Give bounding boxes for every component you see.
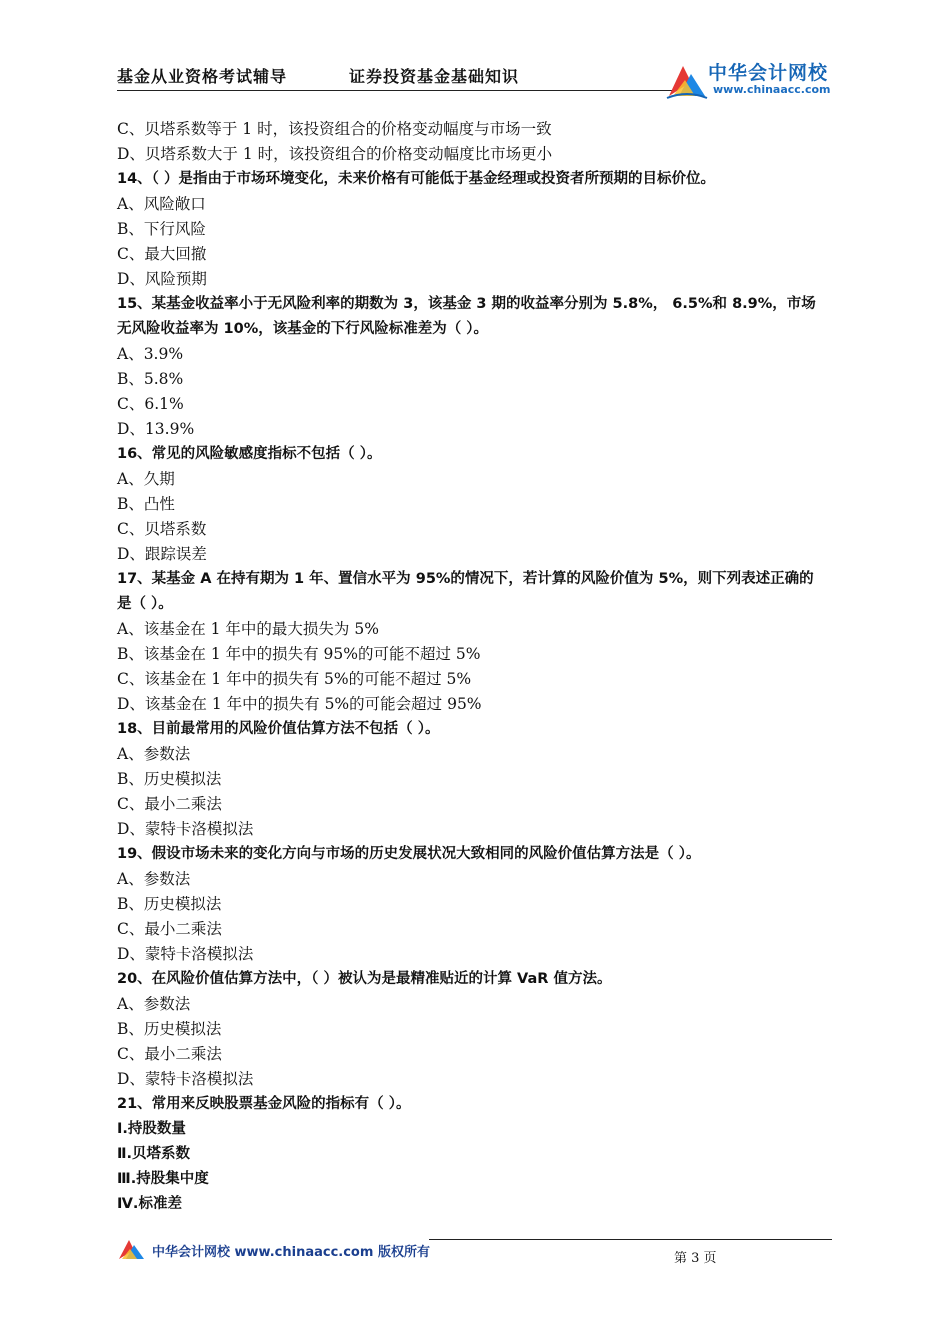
page-footer (117, 1233, 837, 1273)
answer-option: C、最小二乘法 (117, 920, 222, 938)
question-line: 无风险收益率为 10%，该基金的下行风险标准差为（ ）。 (117, 321, 489, 337)
answer-option: D、蒙特卡洛模拟法 (117, 945, 254, 963)
footer-divider (429, 1239, 832, 1240)
answer-option: B、5.8% (117, 370, 184, 388)
exam-guide-title: 基金从业资格考试辅导 (117, 67, 288, 86)
question-line: 21、常用来反映股票基金风险的指标有（ ）。 (117, 1096, 411, 1112)
answer-option: A、风险敞口 (117, 195, 206, 213)
answer-option: A、参数法 (117, 745, 191, 763)
question-list (117, 117, 839, 1217)
answer-option: A、参数法 (117, 995, 191, 1013)
answer-option: A、久期 (117, 470, 175, 488)
answer-option: A、参数法 (117, 870, 191, 888)
answer-option: C、最小二乘法 (117, 795, 222, 813)
page-header (117, 56, 837, 104)
answer-option: D、该基金在 1 年中的损失有 5%的可能会超过 95% (117, 695, 482, 713)
footer-copyright: 中华会计网校 www.chinaacc.com 版权所有 (152, 1245, 430, 1260)
header-divider (117, 90, 677, 91)
question-line: 15、某基金收益率小于无风险利率的期数为 3，该基金 3 期的收益率分别为 5.8%， 6.5%和 8.9%，市场 (117, 296, 816, 312)
answer-option: B、历史模拟法 (117, 895, 222, 913)
question-line: 是（ ）。 (117, 596, 173, 612)
answer-option: D、风险预期 (117, 270, 207, 288)
answer-option: D、蒙特卡洛模拟法 (117, 1070, 254, 1088)
logo-triangle-icon (665, 60, 709, 100)
answer-option: D、贝塔系数大于 1 时，该投资组合的价格变动幅度比市场更小 (117, 145, 553, 163)
answer-option: C、最小二乘法 (117, 1045, 222, 1063)
question-line: Ⅱ.贝塔系数 (117, 1146, 191, 1162)
answer-option: B、下行风险 (117, 220, 206, 238)
answer-option: B、历史模拟法 (117, 1020, 222, 1038)
logo-url: www.chinaacc.com (713, 83, 831, 96)
question-line: 19、假设市场未来的变化方向与市场的历史发展状况大致相同的风险价值估算方法是（ ）。 (117, 846, 701, 862)
answer-option: C、该基金在 1 年中的损失有 5%的可能不超过 5% (117, 670, 472, 688)
question-line: 17、某基金 A 在持有期为 1 年、置信水平为 95%的情况下，若计算的风险价值为 5%，则下列表述正确的 (117, 571, 814, 587)
answer-option: C、6.1% (117, 395, 184, 413)
question-line: Ⅰ.持股数量 (117, 1121, 186, 1137)
question-line: Ⅲ.持股集中度 (117, 1171, 209, 1187)
answer-option: B、历史模拟法 (117, 770, 222, 788)
question-line: 20、在风险价值估算方法中，（ ）被认为是最精准贴近的计算 VaR 值方法。 (117, 971, 612, 987)
question-line: 18、目前最常用的风险价值估算方法不包括（ ）。 (117, 721, 440, 737)
answer-option: B、该基金在 1 年中的损失有 95%的可能不超过 5% (117, 645, 481, 663)
subject-title: 证券投资基金基础知识 (349, 67, 520, 86)
chinaacc-logo (665, 56, 840, 100)
logo-name: 中华会计网校 (708, 62, 829, 84)
question-line: 14、（ ）是指由于市场环境变化，未来价格有可能低于基金经理或投资者所预期的目标价位。 (117, 171, 715, 187)
answer-option: A、3.9% (117, 345, 184, 363)
answer-option: D、13.9% (117, 420, 195, 438)
question-line: 16、常见的风险敏感度指标不包括（ ）。 (117, 446, 382, 462)
answer-option: C、贝塔系数等于 1 时，该投资组合的价格变动幅度与市场一致 (117, 120, 552, 138)
answer-option: C、最大回撤 (117, 245, 207, 263)
answer-option: D、跟踪误差 (117, 545, 207, 563)
footer-logo-icon (117, 1237, 147, 1261)
answer-option: A、该基金在 1 年中的最大损失为 5% (117, 620, 379, 638)
question-line: Ⅳ.标准差 (117, 1196, 182, 1212)
page-number: 第 3 页 (674, 1251, 717, 1266)
answer-option: D、蒙特卡洛模拟法 (117, 820, 254, 838)
answer-option: B、凸性 (117, 495, 175, 513)
answer-option: C、贝塔系数 (117, 520, 207, 538)
